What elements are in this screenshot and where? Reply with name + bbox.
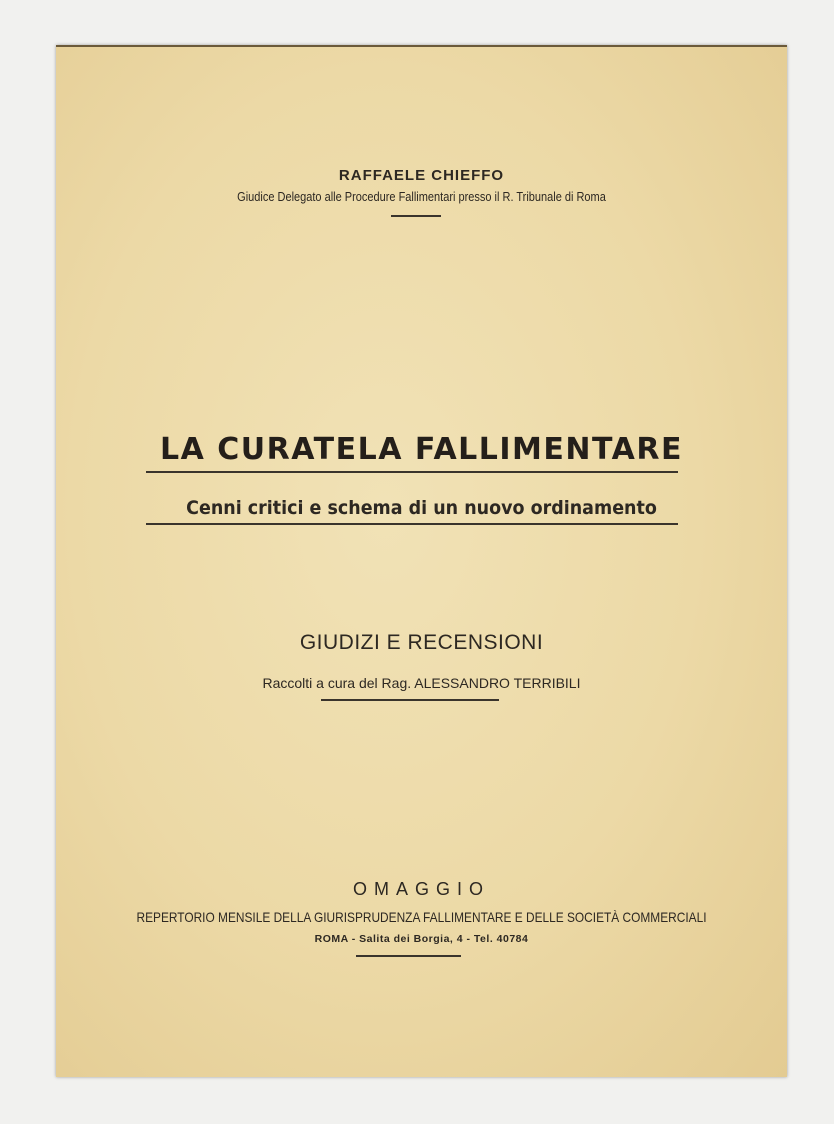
section-title: GIUDIZI E RECENSIONI (299, 631, 544, 654)
book-subtitle: Cenni critici e schema di un nuovo ordinamento (186, 497, 657, 519)
collected-by: Raccolti a cura del Rag. ALESSANDRO TERRIBILI (262, 675, 581, 691)
divider (321, 699, 499, 701)
author-role: Giudice Delegato alle Procedure Fallimentari presso il R. Tribunale di Roma (237, 190, 606, 204)
book-cover (56, 45, 787, 1077)
title-underline (146, 471, 678, 473)
divider (356, 955, 461, 957)
publisher: REPERTORIO MENSILE DELLA GIURISPRUDENZA FALLIMENTARE E DELLE SOCIETÀ COMMERCIALI (136, 909, 707, 925)
publisher-address: ROMA - Salita dei Borgia, 4 - Tel. 40784 (314, 933, 529, 945)
gift-label: OMAGGIO (352, 879, 490, 899)
book-title: LA CURATELA FALLIMENTARE (160, 432, 683, 467)
subtitle-underline (146, 523, 678, 525)
author-name: RAFFAELE CHIEFFO (338, 167, 505, 184)
divider (391, 215, 441, 217)
